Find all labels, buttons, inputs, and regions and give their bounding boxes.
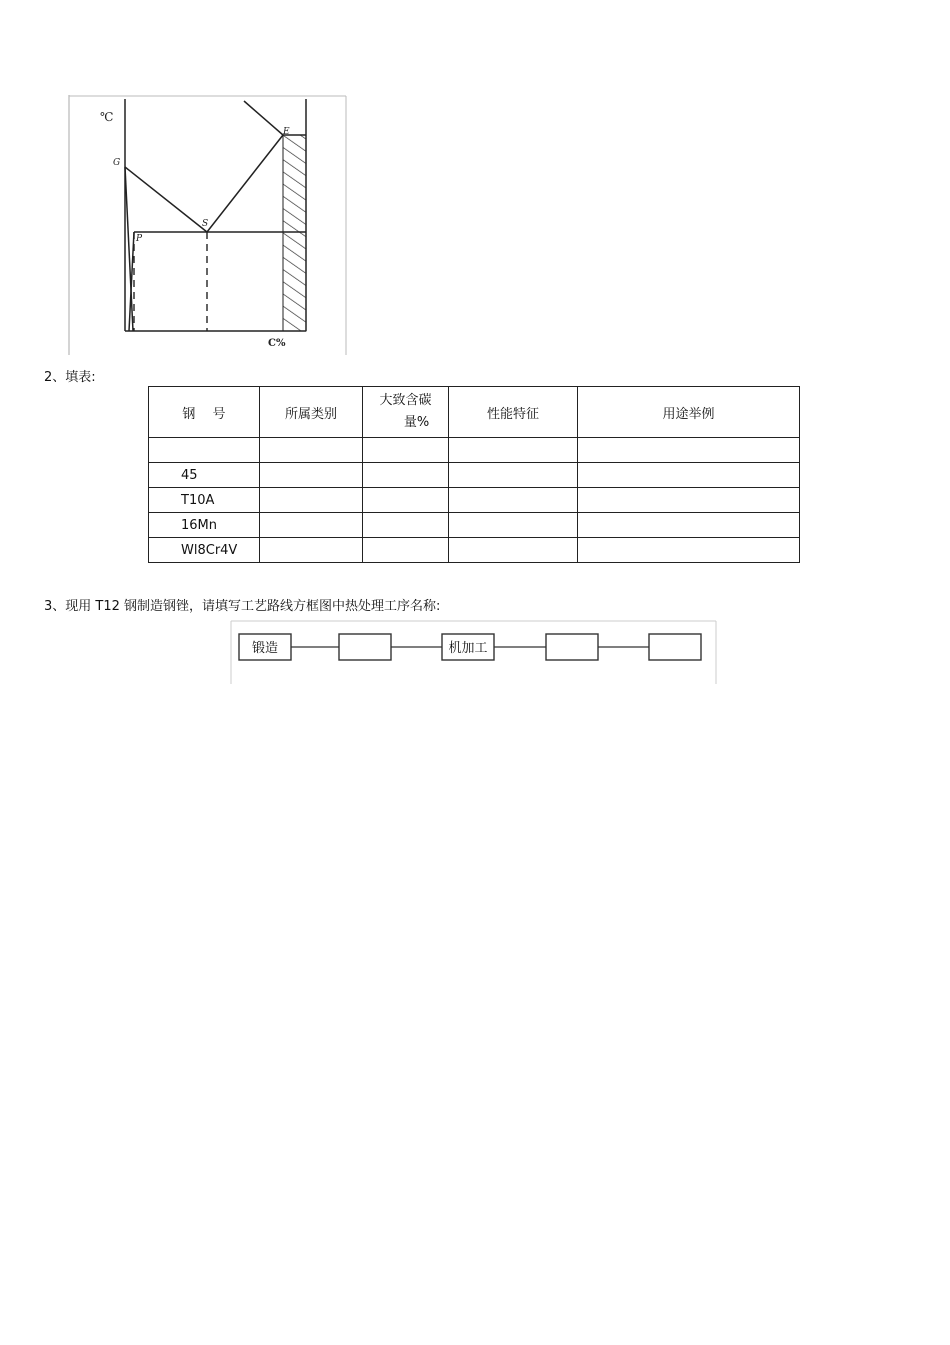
flow-step-forging-label: 锻造 bbox=[251, 641, 279, 656]
process-flow-diagram bbox=[230, 620, 717, 684]
carbon-cell[interactable] bbox=[363, 513, 449, 538]
line-top-to-E bbox=[244, 101, 283, 135]
header-carbon-line1: 大致含碳 bbox=[379, 393, 432, 408]
carbon-cell[interactable] bbox=[363, 488, 449, 513]
steel-table bbox=[148, 386, 800, 563]
flow-step-blank-3[interactable] bbox=[649, 634, 701, 660]
grade-cell bbox=[149, 438, 260, 463]
properties-cell[interactable] bbox=[449, 538, 578, 563]
properties-cell[interactable] bbox=[449, 513, 578, 538]
flow-step-machining-label: 机加工 bbox=[448, 641, 488, 656]
category-cell[interactable] bbox=[260, 463, 363, 488]
category-cell[interactable] bbox=[260, 513, 363, 538]
properties-cell[interactable] bbox=[449, 488, 578, 513]
fe-c-phase-diagram bbox=[68, 95, 348, 355]
header-uses: 用途举例 bbox=[578, 387, 800, 438]
question-2-title: 2、填表: bbox=[44, 370, 96, 385]
point-P-label: P bbox=[136, 234, 143, 244]
header-grade: 钢 号 bbox=[149, 387, 260, 438]
grade-cell: 16Mn bbox=[149, 513, 260, 538]
line-G-bottom bbox=[125, 167, 133, 331]
category-cell[interactable] bbox=[260, 538, 363, 563]
grade-cell: 45 bbox=[149, 463, 260, 488]
uses-cell[interactable] bbox=[578, 488, 800, 513]
properties-cell[interactable] bbox=[449, 463, 578, 488]
line-P-bottom bbox=[129, 232, 134, 331]
uses-cell[interactable] bbox=[578, 463, 800, 488]
grade-cell: Wl8Cr4V bbox=[149, 538, 260, 563]
table-header-row bbox=[149, 387, 800, 438]
point-S-label: S bbox=[202, 219, 209, 229]
table-row bbox=[149, 488, 800, 513]
point-E-label: E bbox=[283, 127, 290, 137]
table-row bbox=[149, 463, 800, 488]
flow-step-blank-1[interactable] bbox=[339, 634, 391, 660]
category-cell[interactable] bbox=[260, 438, 363, 463]
grade-cell: T10A bbox=[149, 488, 260, 513]
temp-unit-label: ℃ bbox=[100, 110, 114, 124]
point-G-label: G bbox=[113, 158, 121, 168]
table-row bbox=[149, 538, 800, 563]
carbon-cell[interactable] bbox=[363, 438, 449, 463]
line-G-S bbox=[125, 167, 207, 232]
carbon-cell[interactable] bbox=[363, 538, 449, 563]
carbon-axis-label: C% bbox=[268, 338, 286, 349]
question-3-title: 3、现用 T12 钢制造钢锉，请填写工艺路线方框图中热处理工序名称: bbox=[44, 599, 441, 614]
category-cell[interactable] bbox=[260, 488, 363, 513]
uses-cell[interactable] bbox=[578, 538, 800, 563]
flow-step-blank-2[interactable] bbox=[546, 634, 598, 660]
properties-cell[interactable] bbox=[449, 438, 578, 463]
header-carbon-line2: 量% bbox=[403, 415, 430, 430]
header-category: 所属类别 bbox=[260, 387, 363, 438]
line-E-S bbox=[207, 135, 283, 232]
carbon-cell[interactable] bbox=[363, 463, 449, 488]
table-row bbox=[149, 513, 800, 538]
uses-cell[interactable] bbox=[578, 438, 800, 463]
table-row bbox=[149, 438, 800, 463]
uses-cell[interactable] bbox=[578, 513, 800, 538]
hatched-region bbox=[283, 135, 306, 331]
header-carbon bbox=[363, 387, 449, 438]
header-properties: 性能特征 bbox=[449, 387, 578, 438]
